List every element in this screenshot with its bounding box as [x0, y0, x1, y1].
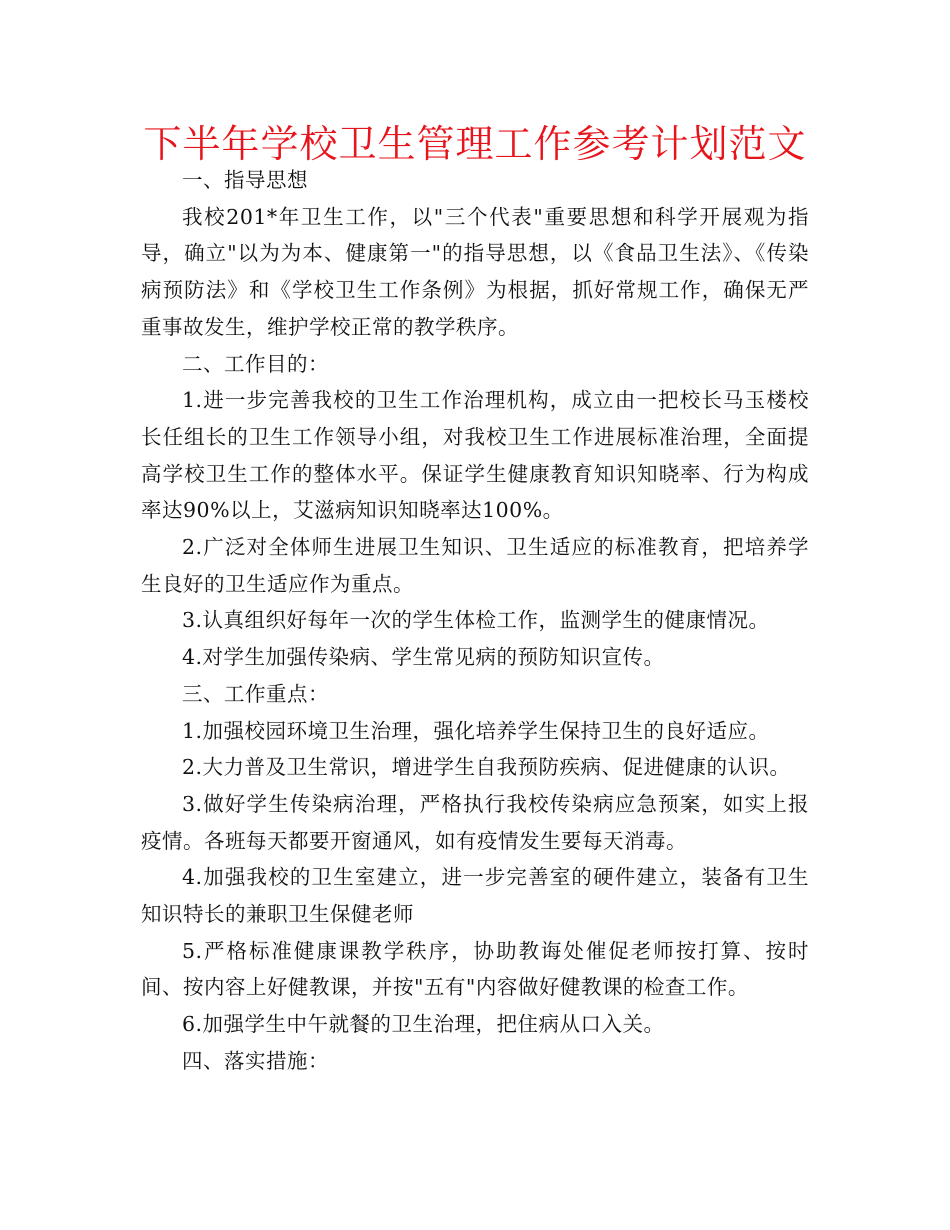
objective-item-1: 1.进一步完善我校的卫生工作治理机构，成立由一把校长马玉楼校长任组长的卫生工作领导小组，对我校卫生工作进展标准治理，全面提高学校卫生工作的整体水平。保证学生健康教育知识知晓率、行为构成率达90%以上，艾滋病知识知晓率达100%。: [141, 388, 809, 523]
objective-item-4: 4.对学生加强传染病、学生常见病的预防知识宣传。: [182, 645, 665, 670]
focus-item-2: 2.大力普及卫生常识，增进学生自我预防疾病、促进健康的认识。: [182, 755, 791, 780]
section-heading-work-objectives: 二、工作目的：: [182, 351, 329, 376]
section-heading-guiding-ideology: 一、指导思想: [182, 168, 308, 192]
objective-item-2: 2.广泛对全体师生进展卫生知识、卫生适应的标准教育，把培养学生良好的卫生适应作为重点。: [141, 535, 809, 596]
objective-item-3: 3.认真组织好每年一次的学生体检工作，监测学生的健康情况。: [182, 608, 770, 633]
focus-item-3: 3.做好学生传染病治理，严格执行我校传染病应急预案，如实上报疫情。各班每天都要开窗通风，如有疫情发生要每天消毒。: [141, 791, 809, 853]
focus-item-1: 1.加强校园环境卫生治理，强化培养学生保持卫生的良好适应。: [182, 718, 770, 743]
paragraph-guiding-ideology: 我校201*年卫生工作，以"三个代表"重要思想和科学开展观为指导，确立"以为为本、健康第一"的指导思想，以《食品卫生法》、《传染病预防法》和《学校卫生工作条例》为根据，抓好常规工作，确保无严重事故发生，维护学校正常的教学秩序。: [141, 204, 809, 339]
document-body: [141, 162, 809, 1080]
section-heading-implementation-measures: 四、落实措施：: [182, 1048, 329, 1073]
document-title: 下半年学校卫生管理工作参考计划范文: [143, 122, 807, 166]
focus-item-5: 5.严格标准健康课教学秩序，协助教诲处催促老师按打算、按时间、按内容上好健教课，并按"五有"内容做好健教课的检查工作。: [141, 938, 809, 1000]
focus-item-4: 4.加强我校的卫生室建立，进一步完善室的硬件建立，装备有卫生知识特长的兼职卫生保健老师: [141, 865, 809, 927]
focus-item-6: 6.加强学生中午就餐的卫生治理，把住病从口入关。: [182, 1012, 665, 1037]
section-heading-work-focus: 三、工作重点：: [182, 681, 329, 706]
